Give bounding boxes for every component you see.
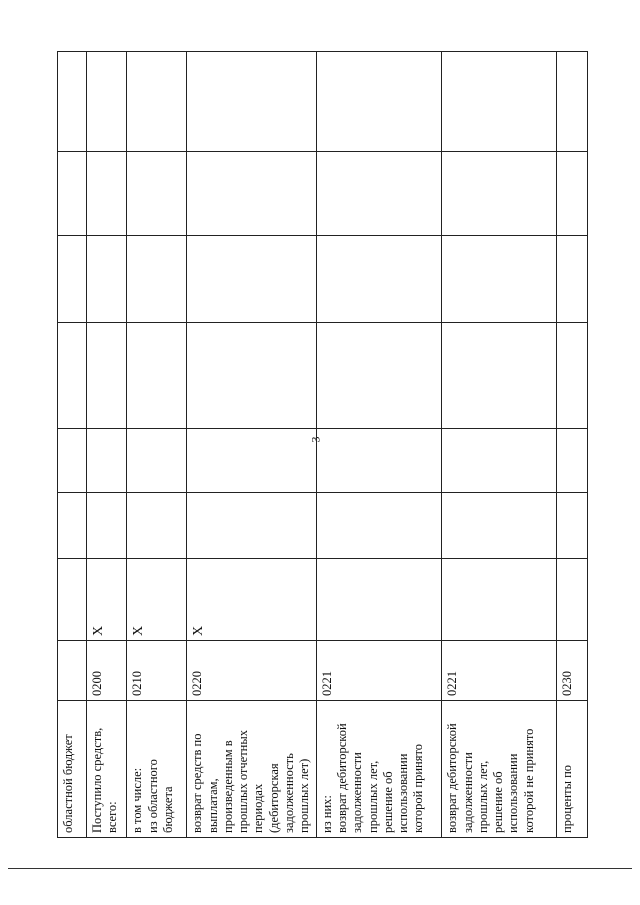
empty-cell: [127, 152, 187, 236]
empty-cell: [187, 323, 316, 429]
table-row: [127, 52, 187, 838]
empty-cell: [442, 152, 556, 236]
empty-cell: [87, 323, 127, 429]
row-code: 0230: [556, 641, 587, 701]
empty-cell: [127, 236, 187, 323]
empty-cell: [556, 152, 587, 236]
row-mark: X: [87, 559, 127, 641]
row-code: 0221: [442, 641, 556, 701]
table-row: [58, 52, 87, 838]
empty-cell: [556, 52, 587, 152]
row-label: из них: возврат дебиторской задолженности прошлых лет, решение об использовании которой принято: [316, 701, 441, 838]
empty-cell: [442, 52, 556, 152]
empty-cell: [87, 152, 127, 236]
empty-cell: [127, 429, 187, 493]
table-row: [187, 52, 316, 838]
empty-cell: [58, 323, 87, 429]
empty-cell: [556, 493, 587, 559]
row-label: проценты по: [556, 701, 587, 838]
empty-cell: [87, 52, 127, 152]
report-table-rotated: [57, 52, 588, 838]
empty-cell: [87, 236, 127, 323]
bottom-rule: [8, 868, 632, 869]
empty-cell: [187, 236, 316, 323]
empty-cell: [58, 429, 87, 493]
empty-cell: [58, 52, 87, 152]
report-table: [57, 51, 588, 838]
empty-cell: [187, 429, 316, 493]
empty-cell: [316, 152, 441, 236]
page-number: 3: [308, 436, 323, 443]
empty-cell: [187, 52, 316, 152]
row-code: 0210: [127, 641, 187, 701]
row-mark: X: [187, 559, 316, 641]
empty-cell: [316, 493, 441, 559]
table-row: [316, 52, 441, 838]
row-label: возврат дебиторской задолженности прошлых лет, решение об использовании которой не принято: [442, 701, 556, 838]
empty-cell: [187, 493, 316, 559]
table-row: [87, 52, 127, 838]
empty-cell: [556, 236, 587, 323]
row-code: [58, 641, 87, 701]
empty-cell: [556, 429, 587, 493]
row-mark: [58, 559, 87, 641]
empty-cell: [187, 152, 316, 236]
row-code: 0200: [87, 641, 127, 701]
empty-cell: [316, 429, 441, 493]
empty-cell: [442, 493, 556, 559]
empty-cell: [556, 323, 587, 429]
empty-cell: [316, 323, 441, 429]
empty-cell: [442, 429, 556, 493]
empty-cell: [87, 429, 127, 493]
row-mark: [556, 559, 587, 641]
empty-cell: [316, 236, 441, 323]
empty-cell: [127, 52, 187, 152]
empty-cell: [442, 236, 556, 323]
row-label: в том числе: из областного бюджета: [127, 701, 187, 838]
row-mark: [442, 559, 556, 641]
empty-cell: [442, 323, 556, 429]
empty-cell: [58, 152, 87, 236]
row-code: 0220: [187, 641, 316, 701]
empty-cell: [58, 236, 87, 323]
empty-cell: [87, 493, 127, 559]
empty-cell: [316, 52, 441, 152]
row-code: 0221: [316, 641, 441, 701]
row-label: возврат средств по выплатам, произведенным в прошлых отчетных периодах (дебиторская задолженность прошлых лет): [187, 701, 316, 838]
table-row: [556, 52, 587, 838]
table-row: [442, 52, 556, 838]
empty-cell: [127, 323, 187, 429]
empty-cell: [127, 493, 187, 559]
row-mark: [316, 559, 441, 641]
row-label: областной бюджет: [58, 701, 87, 838]
row-mark: X: [127, 559, 187, 641]
empty-cell: [58, 493, 87, 559]
row-label: Поступило средств, всего:: [87, 701, 127, 838]
